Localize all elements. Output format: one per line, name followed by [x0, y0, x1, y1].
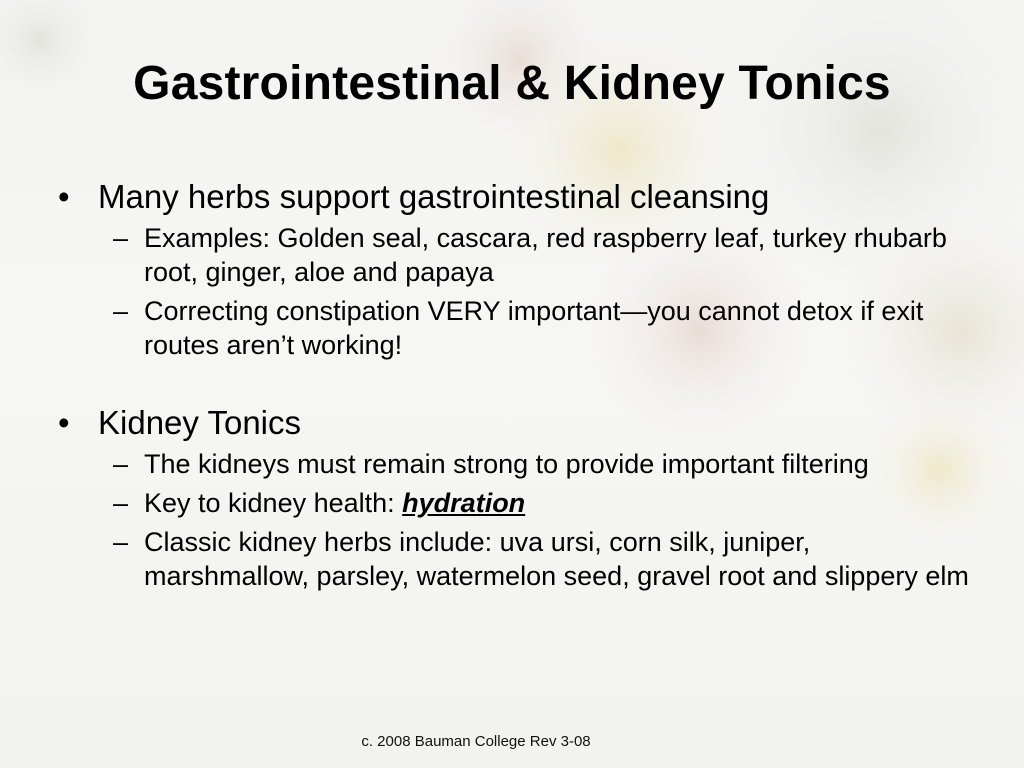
bullet-marker: • — [58, 178, 70, 215]
dash-marker: – — [113, 527, 129, 557]
bullet-item — [58, 178, 978, 216]
dash-marker: – — [113, 223, 129, 253]
bullet-item — [58, 404, 978, 442]
sub-bullet-text: Key to kidney health: — [144, 488, 403, 518]
spacer — [58, 362, 978, 404]
footer-copyright: c. 2008 Bauman College Rev 3-08 — [361, 733, 591, 750]
dash-marker: – — [113, 488, 129, 518]
sub-bullet-item — [58, 447, 978, 481]
bullet-marker: • — [58, 404, 70, 441]
emphasis-hydration: hydration — [402, 488, 526, 518]
sub-bullet-text: Correcting constipation VERY important—you cannot detox if exit routes aren’t working! — [144, 296, 924, 360]
slide-title: Gastrointestinal & Kidney Tonics — [133, 57, 891, 110]
bullet-text: Many herbs support gastrointestinal cleansing — [98, 178, 770, 215]
bullet-text: Kidney Tonics — [98, 404, 302, 441]
sub-bullet-item — [58, 221, 978, 289]
bullet-list — [58, 178, 978, 593]
sub-bullet-item — [58, 525, 978, 593]
sub-bullet-item — [58, 486, 978, 520]
dash-marker: – — [113, 296, 129, 326]
sub-bullet-text: The kidneys must remain strong to provide important filtering — [144, 449, 869, 479]
dash-marker: – — [113, 449, 129, 479]
sub-bullet-text: Examples: Golden seal, cascara, red raspberry leaf, turkey rhubarb root, ginger, aloe and papaya — [144, 223, 947, 287]
sub-bullet-text: Classic kidney herbs include: uva ursi, corn silk, juniper, marshmallow, parsley, watermelon seed, gravel root and slippery elm — [144, 527, 969, 591]
sub-bullet-item — [58, 294, 978, 362]
